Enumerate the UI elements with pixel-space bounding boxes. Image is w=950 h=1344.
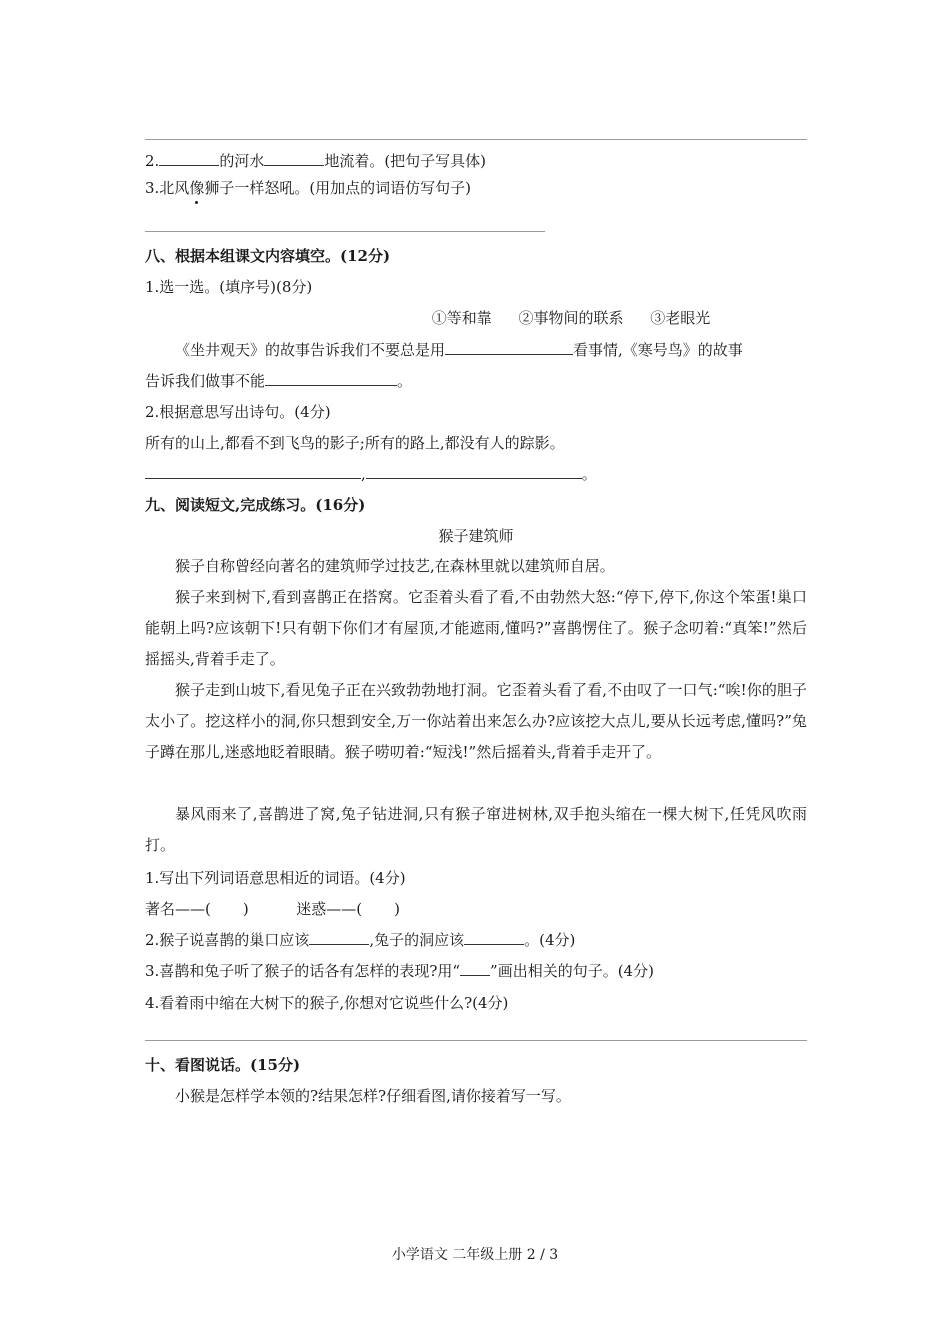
s7-q3-after: 狮子一样怒吼。(用加点的词语仿写句子): [204, 179, 472, 197]
s8-q2-label: 2.根据意思写出诗句。(4分): [145, 403, 331, 421]
s9-q4: 4.看着雨中缩在大树下的猴子,你想对它说些什么?(4分): [145, 994, 509, 1012]
s9-q3: [145, 961, 654, 981]
fill-text: 。: [397, 372, 413, 390]
option-3: ③老眼光: [650, 309, 711, 327]
comma: ,: [361, 465, 366, 483]
q2-text: 2.猴子说喜鹊的巢口应该: [145, 931, 310, 949]
s9-q1-words: [145, 899, 400, 919]
s7-q2-suffix: 地流着。(把句子写具体): [324, 152, 487, 170]
s7-q2-mid: 的河水: [219, 152, 265, 170]
story-paragraph-3: 猴子走到山坡下,看见兔子正在兴致勃勃地打洞。它歪着头看了看,不由叹了一口气:“唉!你的胆子太小了。挖这样小的洞,你只想到安全,万一你站着出来怎么办?应该挖大点儿,要从长远考虑,懂吗?”兔子蹲在那儿,迷惑地眨着眼睛。猴子唠叨着:“短浅!”然后摇着头,背着手走开了。: [145, 681, 807, 761]
option-1: ①等和靠: [431, 309, 492, 327]
blank[interactable]: [159, 151, 219, 166]
answer-line: [145, 139, 807, 140]
word-2: 迷惑——(: [296, 900, 363, 918]
paren-close: ): [242, 900, 249, 918]
s9-q1-label: 1.写出下列词语意思相近的词语。(4分): [145, 869, 406, 887]
story-paragraph-2: 猴子来到树下,看到喜鹊正在搭窝。它歪着头看了看,不由勃然大怒:“停下,停下,你这个笨蛋!巢口能朝上吗?应该朝下!只有朝下你们才有屋顶,才能遮雨,懂吗?”喜鹊愣住了。猴子念叨着:“真笨!”然后摇摇头,背着手走了。: [145, 588, 807, 668]
period: 。: [581, 465, 597, 483]
poem-blank-2[interactable]: [366, 464, 582, 479]
page-footer: 小学语文 二年级上册 2 / 3: [391, 1247, 559, 1263]
blank[interactable]: [264, 151, 324, 166]
dotted-word: 像: [189, 179, 205, 197]
answer-line: [145, 231, 545, 232]
s7-q2-prefix: 2.: [145, 152, 160, 170]
poem-blank-1[interactable]: [145, 464, 361, 479]
fill-text: 《坐井观天》的故事告诉我们不要总是用: [175, 341, 446, 359]
fill-text: 看事情,《寒号鸟》的故事: [573, 341, 743, 359]
s8-q2-answer: [145, 464, 597, 484]
story-paragraph-4: 暴风雨来了,喜鹊进了窝,兔子钻进洞,只有猴子窜进树林,双手抱头缩在一棵大树下,任凭风吹雨打。: [145, 805, 807, 854]
s8-fill-line-2: [145, 371, 412, 391]
blank[interactable]: [265, 371, 397, 386]
paren-close: ): [394, 900, 400, 918]
s7-q3: [145, 178, 471, 198]
underline-sample: [460, 961, 490, 976]
blank[interactable]: [309, 930, 369, 945]
s7-q3-before: 3.北风: [145, 179, 190, 197]
q3-text: ”画出相关的句子。(4分): [490, 962, 654, 980]
section-9-heading: 九、阅读短文,完成练习。(16分): [145, 496, 366, 514]
fill-text: 告诉我们做事不能: [145, 372, 266, 390]
s10-prompt: 小猴是怎样学本领的?结果怎样?仔细看图,请你接着写一写。: [175, 1087, 571, 1105]
s7-q2: [145, 151, 486, 171]
q2-text: ,兔子的洞应该: [369, 931, 465, 949]
s8-fill-line-1: [175, 340, 743, 360]
s9-q2: [145, 930, 575, 950]
option-2: ②事物间的联系: [518, 309, 624, 327]
q3-text: 3.喜鹊和兔子听了猴子的话各有怎样的表现?用“: [145, 962, 461, 980]
s8-q1-label: 1.选一选。(填序号)(8分): [145, 278, 313, 296]
blank[interactable]: [464, 930, 524, 945]
word-1: 著名——(: [145, 900, 211, 918]
section-8-heading: 八、根据本组课文内容填空。(12分): [145, 247, 391, 265]
q2-text: 。(4分): [524, 931, 576, 949]
answer-line: [145, 1040, 807, 1041]
blank[interactable]: [445, 340, 573, 355]
s8-q2-meaning: 所有的山上,都看不到飞鸟的影子;所有的路上,都没有人的踪影。: [145, 434, 565, 452]
story-title: 猴子建筑师: [438, 527, 514, 545]
section-10-heading: 十、看图说话。(15分): [145, 1056, 301, 1074]
s8-options: [240, 308, 902, 328]
story-paragraph-1: 猴子自称曾经向著名的建筑师学过技艺,在森林里就以建筑师自居。: [175, 557, 615, 575]
